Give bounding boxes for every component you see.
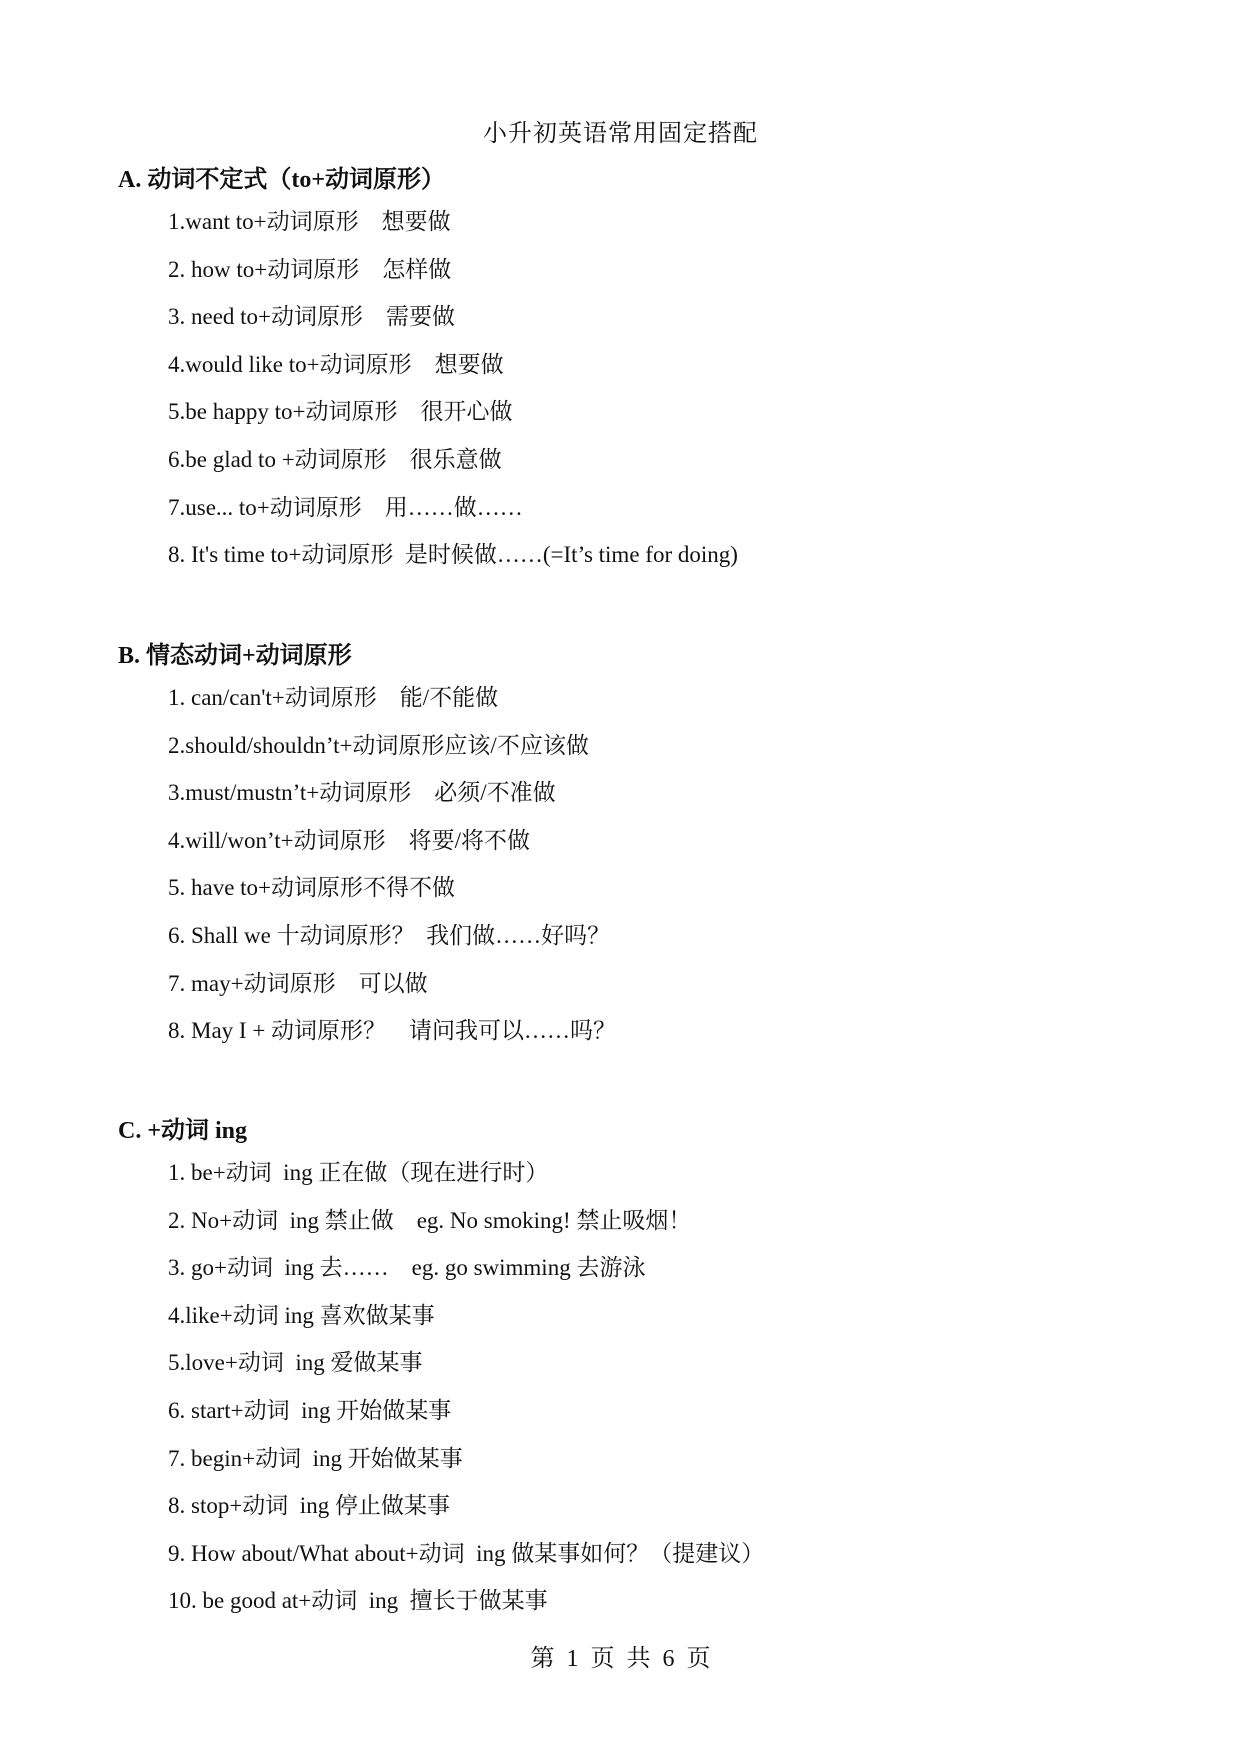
page-number-footer: 第 1 页 共 6 页 bbox=[530, 1646, 711, 1672]
list-item: 4.would like to+动词原形 想要做 bbox=[168, 351, 504, 377]
section-c bbox=[118, 1115, 1118, 1633]
list-item: 9. How about/What about+动词 ing 做某事如何？（提建议） bbox=[168, 1540, 765, 1566]
list-item: 6. start+动词 ing 开始做某事 bbox=[168, 1397, 452, 1423]
section-b-heading: B. 情态动词+动词原形 bbox=[118, 643, 352, 669]
list-item: 1. can/can't+动词原形 能/不能做 bbox=[168, 685, 499, 710]
list-item: 8. May I + 动词原形？ 请问我可以……吗？ bbox=[168, 1018, 617, 1044]
list-item: 8. stop+动词 ing 停止做某事 bbox=[168, 1493, 450, 1519]
list-item: 3. go+动词 ing 去…… eg. go swimming 去游泳 bbox=[168, 1255, 646, 1281]
list-item: 8. It's time to+动词原形 是时候做……(=It’s time for doing) bbox=[168, 542, 738, 568]
list-item: 6. Shall we 十动词原形？ 我们做……好吗？ bbox=[168, 922, 611, 948]
list-item: 2. how to+动词原形 怎样做 bbox=[168, 256, 452, 282]
list-item: 10. be good at+动词 ing 擅长于做某事 bbox=[168, 1588, 548, 1614]
list-item: 7. begin+动词 ing 开始做某事 bbox=[168, 1445, 463, 1471]
section-c-heading: C. +动词 ing bbox=[118, 1118, 248, 1144]
list-item: 4.like+动词 ing 喜欢做某事 bbox=[168, 1302, 435, 1328]
list-item: 1. be+动词 ing 正在做（现在进行时） bbox=[168, 1160, 549, 1185]
section-b bbox=[118, 640, 1118, 1063]
list-item: 1.want to+动词原形 想要做 bbox=[168, 209, 451, 234]
list-item: 7. may+动词原形 可以做 bbox=[168, 970, 428, 996]
list-item: 5.be happy to+动词原形 很开心做 bbox=[168, 399, 513, 425]
list-item: 3.must/mustn’t+动词原形 必须/不准做 bbox=[168, 780, 556, 806]
list-item: 6.be glad to +动词原形 很乐意做 bbox=[168, 446, 502, 472]
section-a bbox=[118, 164, 1118, 587]
list-item: 5.love+动词 ing 爱做某事 bbox=[168, 1350, 423, 1376]
document-title: 小升初英语常用固定搭配 bbox=[483, 121, 758, 147]
list-item: 7.use... to+动词原形 用……做…… bbox=[168, 494, 523, 520]
list-item: 2. No+动词 ing 禁止做 eg. No smoking! 禁止吸烟！ bbox=[168, 1207, 692, 1233]
list-item: 3. need to+动词原形 需要做 bbox=[168, 304, 456, 330]
list-item: 5. have to+动词原形不得不做 bbox=[168, 875, 456, 901]
section-a-heading: A. 动词不定式（to+动词原形） bbox=[118, 167, 445, 193]
list-item: 4.will/won’t+动词原形 将要/将不做 bbox=[168, 827, 531, 853]
list-item: 2.should/shouldn’t+动词原形应该/不应该做 bbox=[168, 732, 589, 758]
